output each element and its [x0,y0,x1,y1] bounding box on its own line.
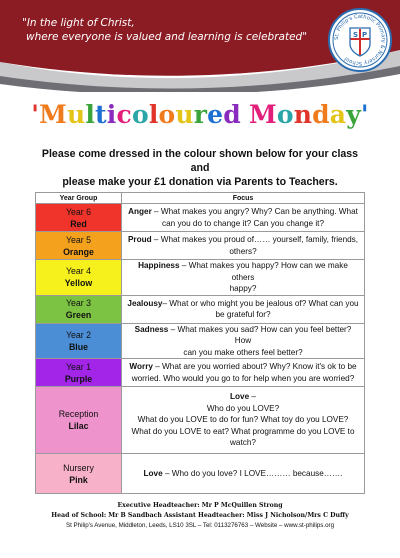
intro-instructions [40,147,360,189]
focus-emotion: Love [230,392,250,402]
headline-letter: u [175,100,194,129]
focus-line [126,426,360,438]
focus-emotion: Jealousy [127,298,163,308]
focus-cell [122,359,365,387]
focus-cell [122,260,365,296]
focus-text: can you make others feel better? [183,347,303,357]
focus-line [126,218,360,230]
year-group-cell [36,260,122,296]
table-row [36,295,365,323]
headline-letter: o [158,100,176,129]
table-row [36,260,365,296]
focus-text: – Who do you love? I LOVE……… because……. [162,468,343,478]
focus-cell [122,232,365,260]
focus-text: – What makes you sad? How can you feel better? How [168,324,352,345]
focus-line [126,309,360,321]
focus-line [126,403,360,415]
headline-letter: y [346,100,361,129]
focus-cell [122,295,365,323]
year-group-colour: Orange [63,246,94,257]
focus-cell [122,204,365,232]
focus-line [126,437,360,449]
focus-text: What do you LOVE to eat? What programme do you LOVE to [131,426,355,436]
year-group-name: Nursery [63,462,94,473]
year-group-cell [36,323,122,359]
focus-text: be grateful for? [215,310,271,319]
focus-text: watch? [230,438,256,448]
focus-emotion: Happiness [138,261,180,270]
year-group-name: Year 6 [65,206,92,217]
footer-head-of-school: Head of School: Mr B Sandbach Assistant Headteacher: Miss J Nicholson/Mrs C Duffy [51,512,349,519]
headline-letter: a [329,100,347,129]
focus-emotion: Worry [129,362,153,371]
header-focus: Focus [122,193,365,204]
table-row [36,454,365,494]
focus-emotion: Sadness [134,324,169,334]
headline-letter: i [106,100,117,129]
shield-letter-p: P [362,31,368,39]
headline-letter: t [95,100,107,129]
table-row [36,323,365,359]
headline-letter: d [312,100,330,129]
focus-text: happy? [229,284,257,293]
focus-cell [122,387,365,454]
year-group-name: Year 4 [65,266,92,277]
crest-ring-text: St. Philip's Catholic Primary & Nursery School [333,13,387,67]
headline-letter: o [131,100,149,129]
table-row [36,387,365,454]
year-group-name: Year 2 [65,329,92,340]
table-row [36,232,365,260]
focus-line [126,347,360,359]
headline-letter: e [207,100,224,129]
focus-line [126,206,360,218]
school-crest-logo [328,8,392,72]
headline-letter: d [223,100,241,129]
focus-text: others? [229,246,257,256]
year-group-cell [36,387,122,454]
focus-text: What do you LOVE to do for fun? What toy do you LOVE? [137,415,349,425]
focus-cell [122,454,365,494]
year-group-colour: Green [65,310,92,320]
year-group-cell [36,454,122,494]
year-group-colour: Purple [64,373,93,384]
year-group-name: Year 3 [65,298,92,308]
year-group-cell [36,295,122,323]
headline-letter: l [85,100,96,129]
year-group-name: Reception [58,409,99,419]
focus-text: can you do to change it? Can you change it? [161,218,325,228]
focus-line [126,373,360,385]
focus-line [126,361,360,373]
table-row [36,359,365,387]
headline-letter: c [116,100,132,129]
headline-letter: r [193,100,208,129]
focus-text: – What makes you happy? How can we make others [179,261,348,282]
headline-letter: n [293,100,313,129]
year-group-name: Year 1 [65,361,92,372]
focus-line [126,234,360,246]
motto-line-1: "In the light of Christ, [22,17,135,29]
year-group-focus-table [35,192,365,494]
year-group-colour: Yellow [64,278,93,289]
focus-line [126,414,360,426]
focus-emotion: Proud [127,235,152,244]
focus-text: – What are you worried about? Why? Know it's ok to be [152,362,357,371]
headline-letter: ' [360,100,369,129]
page-title-multicoloured-monday [0,100,400,129]
header-year-group: Year Group [36,193,122,204]
intro-line-1: Please come dressed in the colour shown below for your class and [41,148,359,174]
focus-line [126,260,360,283]
table-row [36,204,365,232]
cross-icon [359,29,361,55]
school-motto [22,16,322,44]
headline-letter: M [248,100,277,129]
focus-text: worried. Who would you go to for help when you are worried? [131,373,355,383]
focus-text: – What makes you angry? Why? Can be anything. What [151,207,358,216]
focus-text: – What makes you proud of…… yourself, family, friends, [151,235,359,244]
year-group-cell [36,359,122,387]
year-group-colour: Pink [69,474,88,485]
footer-address-contact: St Philip's Avenue, Middleton, Leeds, LS10 3SL – Tel: 0113276763 – Website – www.st-philips.org [65,522,335,529]
focus-line [126,468,360,480]
year-group-name: Year 5 [65,234,92,245]
year-group-colour: Blue [68,341,89,352]
shield-letter-s: S [353,31,359,39]
headline-letter: M [39,100,67,129]
year-group-cell [36,204,122,232]
focus-line [126,391,360,403]
year-group-cell [36,232,122,260]
school-footer [0,501,400,531]
focus-emotion: Love [143,468,163,478]
intro-line-2: please make your £1 donation via Parents to Teachers. [62,176,338,188]
focus-text: Who do you LOVE? [206,403,280,413]
year-group-colour: Red [70,218,87,229]
focus-line [126,246,360,258]
focus-text: – What or who might you be jealous of? What can you [162,298,359,308]
focus-line [126,283,360,295]
year-group-colour: Lilac [68,421,89,431]
headline-letter: ' [31,100,40,129]
headline-letter: u [66,100,86,129]
focus-text: – [249,392,256,402]
headline-letter: l [148,100,159,129]
focus-line [126,298,360,310]
crest-emblem [330,10,390,70]
focus-emotion: Anger [128,207,152,216]
headline-letter: o [276,100,294,129]
motto-line-2: where everyone is valued and learning is celebrated" [26,31,308,43]
focus-line [126,324,360,347]
footer-executive-headteacher: Executive Headteacher: Mr P McQuillen Strong [117,502,283,509]
focus-cell [122,323,365,359]
table-header-row [36,193,365,204]
